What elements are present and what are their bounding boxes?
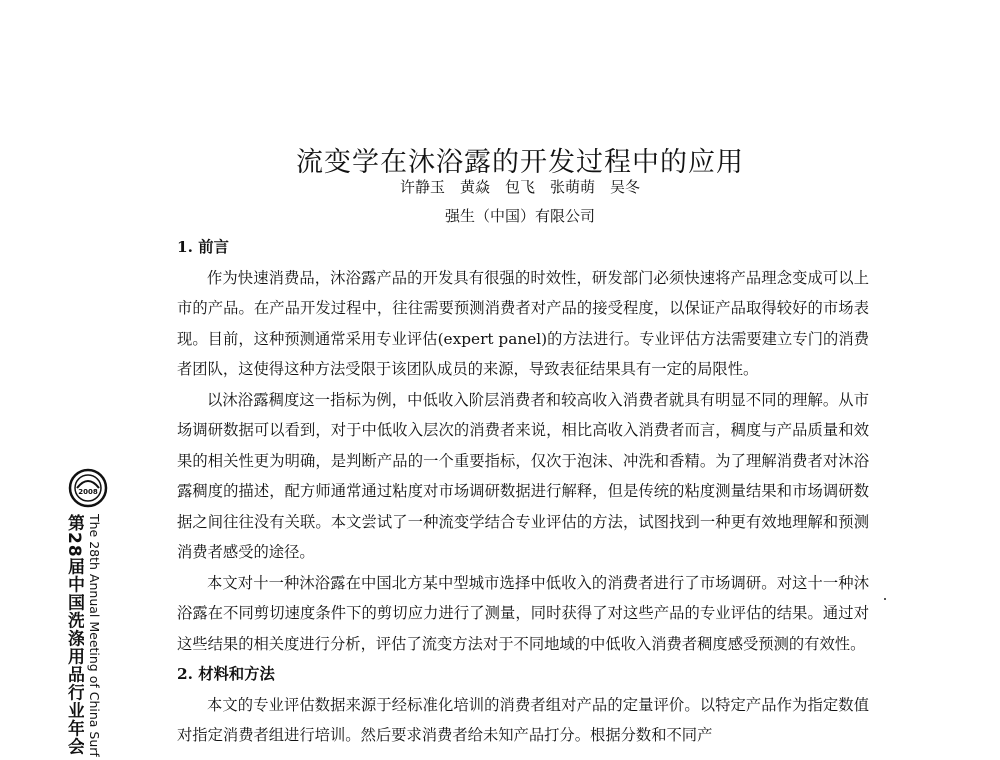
- paragraph: 以沐浴露稠度这一指标为例，中低收入阶层消费者和较高收入消费者就具有明显不同的理解。从市场调研数据可以看到，对于中低收入层次的消费者来说，相比高收入消费者而言，稠度与产品质量和效果的相关性更为明确，是判断产品的一个重要指标，仅次于泡沫、冲洗和香精。为了理解消费者对沐浴露稠度的描述，配方师通常通过粘度对市场调研数据进行解释，但是传统的粘度测量结果和市场调研数据之间往往没有关联。本文尝试了一种流变学结合专业评估的方法，试图找到一种更有效地理解和预测消费者感受的途径。: [177, 390, 869, 561]
- paragraph: 作为快速消费品，沐浴露产品的开发具有很强的时效性，研发部门必须快速将产品理念变成可以上市的产品。在产品开发过程中，往往需要预测消费者对产品的接受程度，以保证产品取得较好的市场表现。目前，这种预测通常采用专业评估(expert panel)的方法进行。专业评估方法需要建立专门的消费者团队，这使得这种方法受限于该团队成员的来源，导致表征结果具有一定的局限性。: [177, 268, 869, 378]
- logo-year-text: 2008: [78, 488, 98, 496]
- scan-artifact: [884, 598, 886, 600]
- conference-logo-icon: [68, 468, 108, 508]
- conference-sidebar: [58, 468, 114, 760]
- paragraph: 本文对十一种沐浴露在中国北方某中型城市选择中低收入的消费者进行了市场调研。对这十一种沐浴露在不同剪切速度条件下的剪切应力进行了测量，同时获得了对这些产品的专业评估的结果。通过对这些结果的相关度进行分析，评估了流变方法对于不同地域的中低收入消费者稠度感受预测的有效性。: [177, 573, 869, 653]
- body-text: [177, 232, 869, 751]
- paper-title: 流变学在沐浴露的开发过程中的应用: [296, 147, 744, 179]
- section-heading-materials-methods: 2. 材料和方法: [177, 665, 275, 683]
- conference-name-english: The 28th Annual Meeting of China Surf: [87, 514, 102, 757]
- conference-name-chinese: 第28届中国洗涤用品行业年会: [64, 514, 84, 756]
- section-heading-introduction: 1. 前言: [177, 238, 229, 256]
- author-list: 许静玉 黄焱 包飞 张萌萌 吴冬: [399, 178, 640, 196]
- paragraph: 本文的专业评估数据来源于经标准化培训的消费者组对产品的定量评价。以特定产品作为指定数值对指定消费者组进行培训。然后要求消费者给未知产品打分。根据分数和不同产: [177, 695, 869, 744]
- affiliation: 强生（中国）有限公司: [444, 207, 595, 225]
